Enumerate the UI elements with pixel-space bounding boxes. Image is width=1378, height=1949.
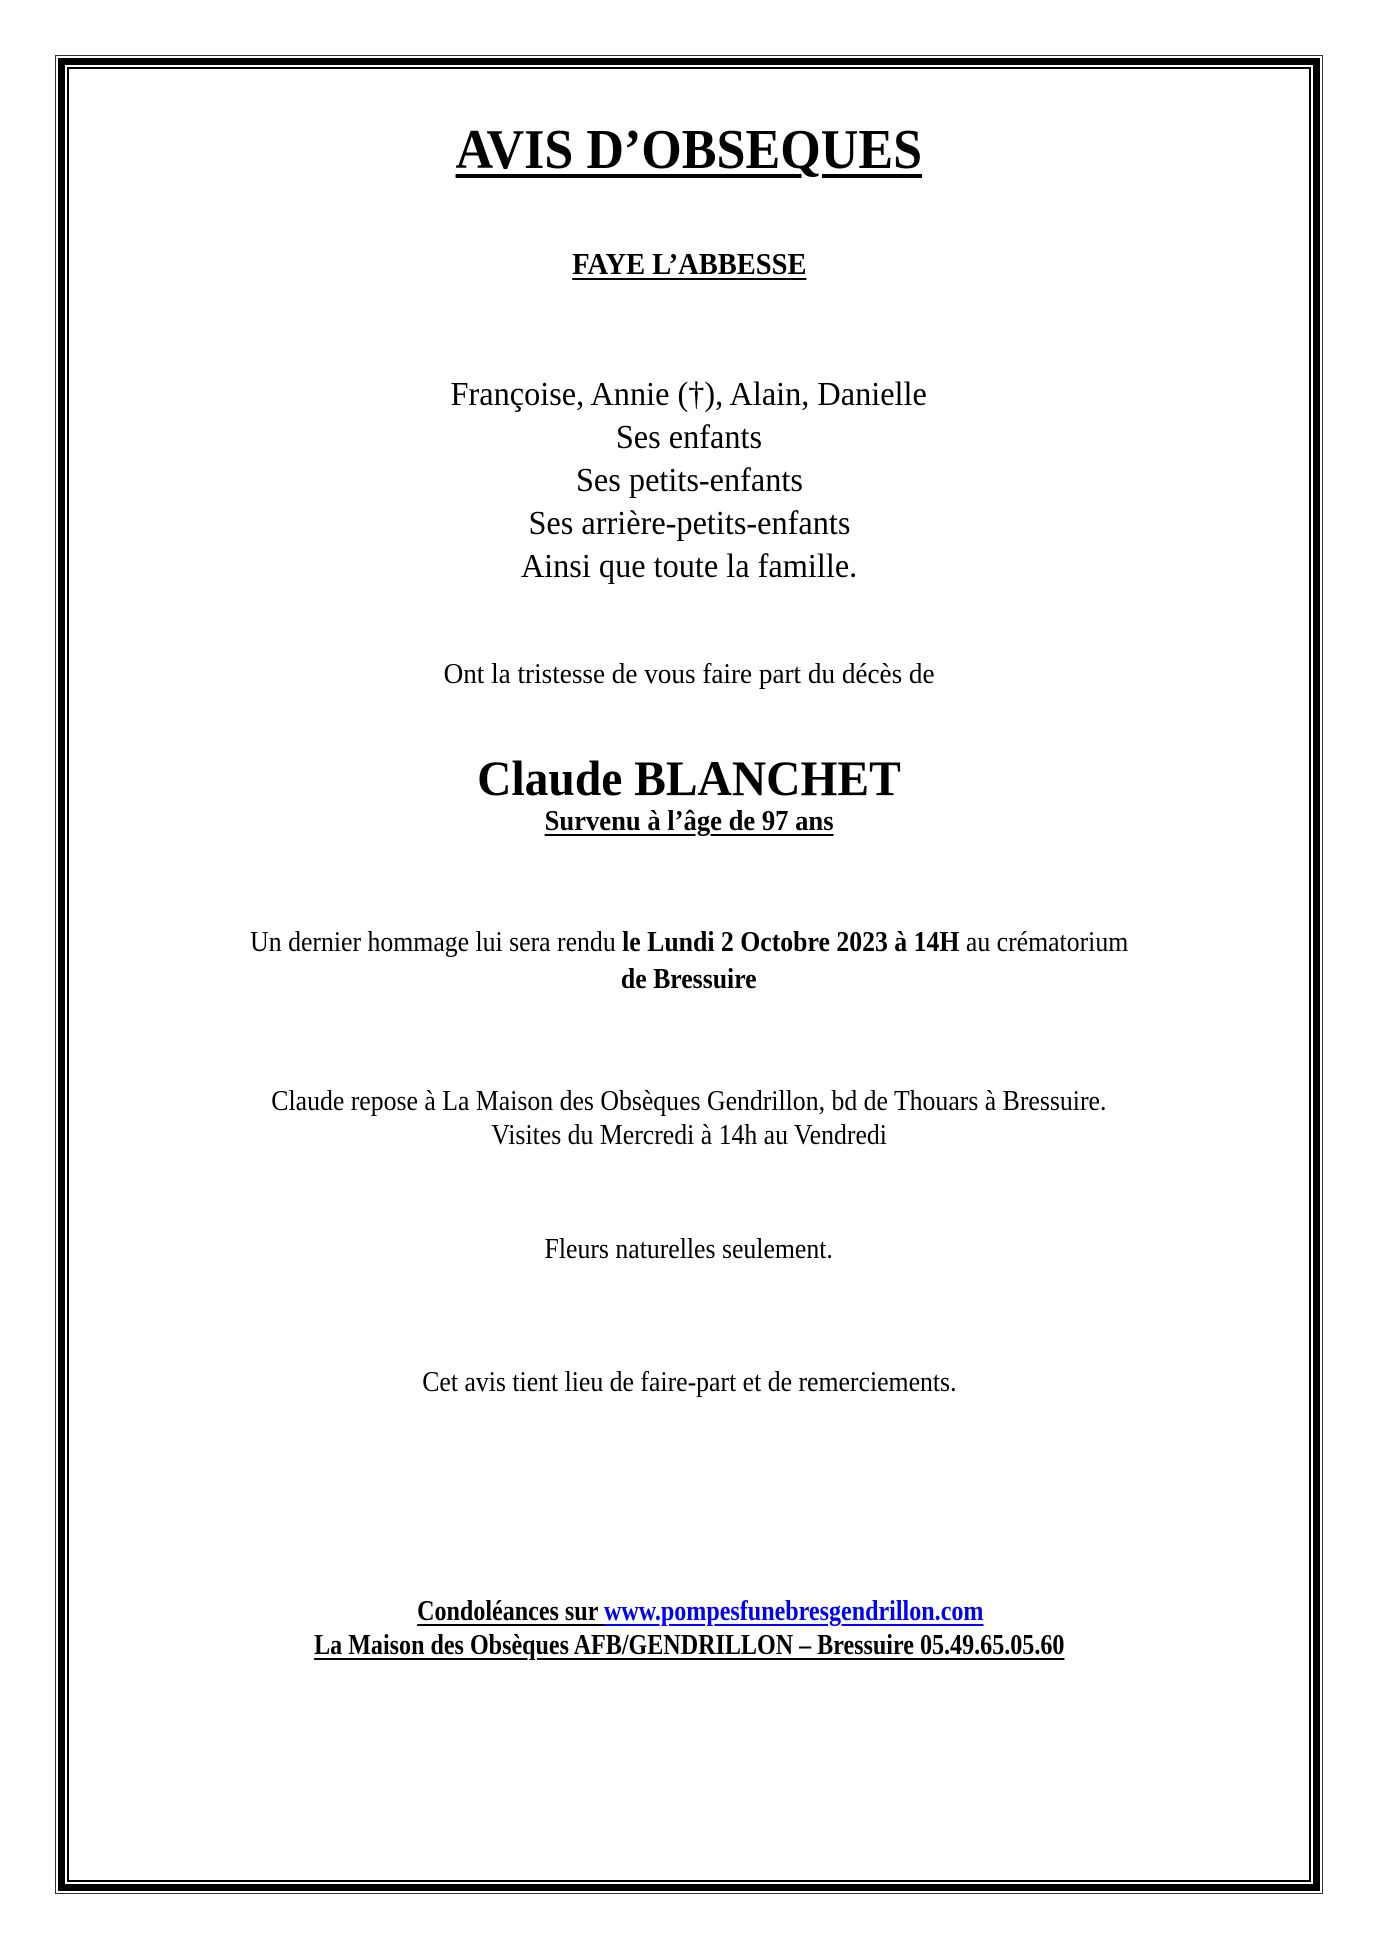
ceremony-row bbox=[0, 926, 1378, 960]
title-row bbox=[0, 118, 1378, 182]
name-row bbox=[0, 750, 1378, 806]
website-link[interactable]: www.pompesfunebresgendrillon.com bbox=[603, 1596, 984, 1627]
funeral-home-row bbox=[0, 1629, 1378, 1663]
condolences-label: Condoléances sur bbox=[416, 1596, 604, 1627]
family-line bbox=[0, 502, 1378, 545]
condolences-line bbox=[417, 1595, 983, 1629]
ceremony-place-row bbox=[0, 963, 1378, 997]
children-names: Françoise, Annie (†), Alain, Danielle bbox=[450, 376, 928, 413]
family-line bbox=[0, 545, 1378, 588]
funeral-home-line: La Maison des Obsèques AFB/GENDRILLON – Bressuire 05.49.65.05.60 bbox=[313, 1630, 1065, 1661]
rest-place-row bbox=[0, 1085, 1378, 1119]
age-line: Survenu à l’âge de 97 ans bbox=[544, 806, 834, 837]
announcement-row bbox=[0, 658, 1378, 692]
family-line bbox=[0, 459, 1378, 502]
deceased-name: Claude BLANCHET bbox=[477, 750, 901, 806]
page-title: AVIS D’OBSEQUES bbox=[455, 119, 923, 181]
visits-row bbox=[0, 1119, 1378, 1153]
location-heading: FAYE L’ABBESSE bbox=[571, 246, 807, 281]
ceremony-place: de Bressuire bbox=[621, 964, 757, 995]
family-line bbox=[0, 416, 1378, 459]
visits-text: Visites du Mercredi à 14h au Vendredi bbox=[491, 1120, 887, 1151]
family-great-grandchildren: Ses arrière-petits-enfants bbox=[528, 505, 850, 542]
location-row bbox=[0, 246, 1378, 282]
ceremony-suffix: au crématorium bbox=[959, 927, 1129, 958]
flowers-row bbox=[0, 1233, 1378, 1267]
notice-row bbox=[0, 1366, 1378, 1400]
family-grandchildren: Ses petits-enfants bbox=[575, 462, 803, 499]
rest-place-text: Claude repose à La Maison des Obsèques Gendrillon, bd de Thouars à Bressuire. bbox=[271, 1086, 1107, 1117]
ceremony-prefix: Un dernier hommage lui sera rendu bbox=[249, 927, 622, 958]
condolences-row bbox=[11, 1595, 1378, 1629]
family-all: Ainsi que toute la famille. bbox=[520, 548, 858, 585]
family-children: Ses enfants bbox=[615, 419, 763, 456]
family-line bbox=[0, 373, 1378, 416]
notice-text: Cet avis tient lieu de faire-part et de remerciements. bbox=[421, 1367, 957, 1398]
ceremony-date-time: le Lundi 2 Octobre 2023 à 14H bbox=[621, 927, 960, 958]
flowers-text: Fleurs naturelles seulement. bbox=[544, 1234, 834, 1265]
age-row bbox=[0, 805, 1378, 839]
announcement-text: Ont la tristesse de vous faire part du décès de bbox=[443, 659, 935, 690]
ceremony-text bbox=[250, 926, 1128, 960]
